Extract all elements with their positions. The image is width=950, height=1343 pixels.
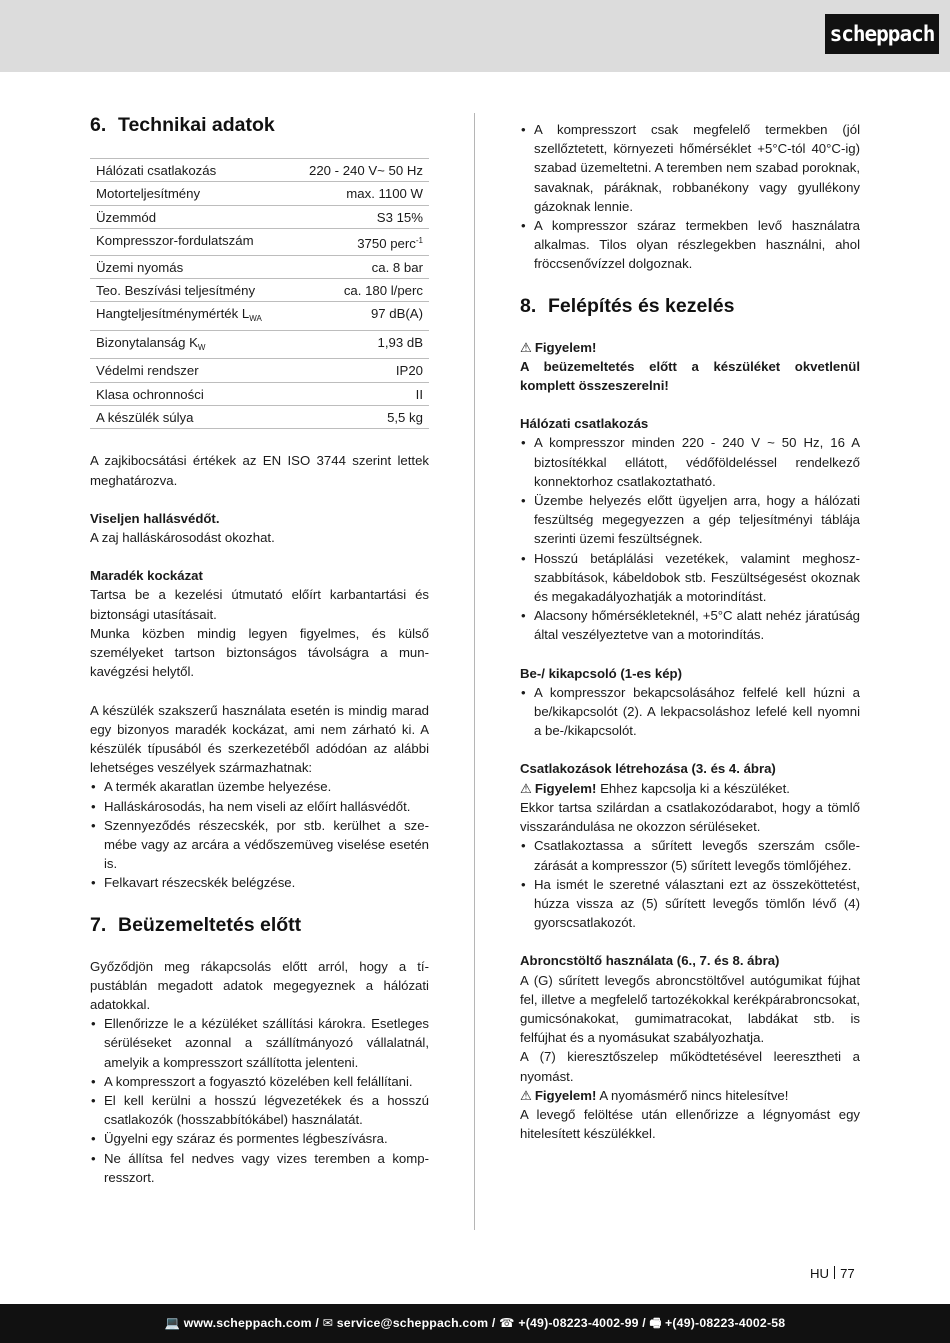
warning-line: ⚠ Figyelem! bbox=[520, 339, 597, 355]
connections-text: Ekkor tartsa szilárdan a csatlakozódarabot, hogy a tömlő visszarándulása ne okozzon sérüléseket. bbox=[520, 799, 860, 835]
section-7-intro: Győződjön meg rákapcsolás előtt arról, hogy a típustáblán megadott adatok megegyeznek a hálózati adatokkal. bbox=[90, 958, 429, 1012]
residual-risk-heading: Maradék kockázat bbox=[90, 568, 203, 584]
list-item: • Hosszú betáplálási vezetékek, valamint meghoszszabbítások, kábeldobok stb. Feszültségesést okoznak és megakadályozhatják a motorindítást. bbox=[520, 549, 860, 607]
connections-warning: ⚠ Figyelem! Ehhez kapcsolja ki a készüléket. bbox=[520, 780, 790, 796]
tyre-inflator-text: A (7) kieresztőszelep működtetésével leeresztheti a nyomást. bbox=[520, 1049, 860, 1084]
spec-value: 3750 perc$^{-1}$ bbox=[288, 229, 429, 255]
page-number: HU 77 bbox=[810, 1266, 855, 1281]
residual-risk-paragraph: A készülék szakszerű használata esetén is mindig marad egy bizonyos maradék kockázat, ami nem zárható ki. A készülék típusából és szerkezetéből adódóan az alábbi lehetséges veszélyek származhatnak: bbox=[90, 702, 429, 776]
switch-list bbox=[520, 683, 860, 741]
scheppach-logo: scheppach bbox=[825, 14, 939, 54]
table-row bbox=[90, 406, 429, 429]
list-item: • El kell kerülni a hosszú légvezetékek és a hosszú csatlakozók (hosszabbítókábel) használatát. bbox=[90, 1091, 429, 1129]
spec-label: Teo. Beszívási teljesítmény bbox=[90, 279, 288, 302]
spec-label: A készülék súlya bbox=[90, 406, 288, 429]
list-item: • Ellenőrizze le a kézüléket szállítási károkra. Esetleges sérüléseket azonnal a szállítmányozó vállalatnál, amelyik a kompresszort szállította jelenteni. bbox=[90, 1014, 429, 1072]
spec-label: Motorteljesítmény bbox=[90, 182, 288, 205]
table-row bbox=[90, 359, 429, 382]
switch-heading: Be-/ kikapcsoló (1-es kép) bbox=[520, 665, 682, 681]
phone-number: +(49)-08223-4002-99 / bbox=[518, 1316, 646, 1330]
table-row bbox=[90, 302, 429, 330]
phone-icon: ☎ bbox=[499, 1316, 515, 1330]
warning-triangle-icon: ⚠ bbox=[520, 1087, 532, 1103]
hearing-protection-text: A zaj halláskárosodást okozhat. bbox=[90, 530, 275, 546]
column-divider bbox=[474, 113, 475, 1230]
list-item: • Szennyeződés részecskék, por stb. kerülhet a szemébe vagy az arcára a védőszemüveg viselése esetén is. bbox=[90, 816, 429, 874]
fax-icon: 🖷 bbox=[649, 1316, 662, 1330]
website-link[interactable]: www.scheppach.com / bbox=[183, 1316, 319, 1330]
tyre-inflator-text: A (G) sűrített levegős abroncstöltővel autógumikat fújhat fel, illetve a megfelelő tartozékokkal kerékpárabroncsokat, gumicsónakokat, gumimatracokat, labdákat stb. is felfújhat és a nyomásukat szabályozhatja. bbox=[520, 972, 860, 1046]
spec-value: max. 1100 W bbox=[288, 182, 429, 205]
mail-icon: ✉ bbox=[322, 1316, 334, 1330]
list-item: • A kompresszor minden 220 - 240 V ~ 50 Hz, 16 A biztosítékkal ellátott, védőföldeléssel rendelkező konnektorhoz csatlakoztatható. bbox=[520, 433, 860, 491]
table-row bbox=[90, 229, 429, 255]
list-item: • A kompresszort csak megfelelő termekben (jól szellőztetett, környezeti hőmérséklet +5°C-tól 40°C-ig) szabad üzemeltetni. A teremben nem szabad poroknak, savaknak, páráknak, robbanékony vagy gyullékony gázoknak lennie. bbox=[520, 120, 860, 216]
fax-number: +(49)-08223-4002-58 bbox=[664, 1316, 786, 1330]
spec-value: 97 dB(A) bbox=[288, 302, 429, 330]
computer-icon: 💻 bbox=[164, 1316, 181, 1330]
right-column bbox=[520, 120, 860, 1143]
spec-label: Üzemi nyomás bbox=[90, 255, 288, 278]
spec-value: S3 15% bbox=[288, 205, 429, 228]
residual-risk-paragraph: Munka közben mindig legyen figyelmes, és külső személyeket tartson biztonságos távolságra a munkavégzési helytől. bbox=[90, 625, 429, 680]
tyre-inflator-heading: Abroncstöltő használata (6., 7. és 8. ábra) bbox=[520, 953, 780, 969]
warning-triangle-icon: ⚠ bbox=[520, 339, 532, 355]
spec-value: 5,5 kg bbox=[288, 406, 429, 429]
section-7-list bbox=[90, 1014, 429, 1187]
spec-label: Üzemmód bbox=[90, 205, 288, 228]
table-row bbox=[90, 159, 429, 182]
spec-label: Bizonytalanság $K_W$ bbox=[90, 330, 288, 358]
list-item: • Üzembe helyezés előtt ügyeljen arra, hogy a hálózati feszültség megegyezzen a gép teljesítményi táblája szerinti üzemi feszültségnek. bbox=[520, 491, 860, 549]
list-item: • A kompresszor száraz termekben levő használatra alkalmas. Tilos olyan részlegekben használni, ahol fröccsenővízzel dolgoznak. bbox=[520, 216, 860, 274]
spec-label: Hangteljesítménymérték $L_{WA}$ bbox=[90, 302, 288, 330]
list-item: • Ne állítsa fel nedves vagy vizes teremben a kompresszort. bbox=[90, 1149, 429, 1187]
spec-label: Védelmi rendszer bbox=[90, 359, 288, 382]
table-row bbox=[90, 205, 429, 228]
header-band bbox=[0, 0, 950, 72]
list-item: • Halláskárosodás, ha nem viseli az előírt hallásvédőt. bbox=[90, 797, 429, 816]
list-item: • Csatlakoztassa a sűrített levegős szerszám csőlezárását a kompresszor (5) sűrített levegős tömlőjéhez. bbox=[520, 836, 860, 874]
technical-data-table bbox=[90, 158, 429, 429]
spec-label: Hálózati csatlakozás bbox=[90, 159, 288, 182]
list-item: • Ha ismét le szeretné választani ezt az összeköttetést, húzza vissza az (5) sűrített levegős tömlőn lévő (4) gyorscsatlakozót. bbox=[520, 875, 860, 933]
noise-note: A zajkibocsátási értékek az EN ISO 3744 szerint lettek meghatározva. bbox=[90, 453, 429, 488]
email-link[interactable]: service@scheppach.com / bbox=[336, 1316, 496, 1330]
spec-value: 220 - 240 V~ 50 Hz bbox=[288, 159, 429, 182]
left-column bbox=[90, 112, 429, 1187]
spec-value: IP20 bbox=[288, 359, 429, 382]
table-row bbox=[90, 182, 429, 205]
warning-triangle-icon: ⚠ bbox=[520, 780, 532, 796]
connections-list bbox=[520, 836, 860, 932]
table-row bbox=[90, 255, 429, 278]
spec-label: Kompresszor-fordulatszám bbox=[90, 229, 288, 255]
residual-risk-paragraph: Tartsa be a kezelési útmutató előírt karbantartási és biztonsági utasításait. bbox=[90, 587, 429, 622]
list-item: • Felkavart részecskék belégzése. bbox=[90, 873, 429, 892]
section-7-heading: 7. Beüzemeltetés előtt bbox=[90, 913, 302, 936]
footer-band bbox=[0, 1304, 950, 1343]
spec-value: 1,93 dB bbox=[288, 330, 429, 358]
list-item: • A kompresszort a fogyasztó közelében kell felállítani. bbox=[90, 1072, 429, 1091]
section-6-heading: 6. Technikai adatok bbox=[90, 114, 275, 136]
spec-value: II bbox=[288, 382, 429, 405]
connections-heading: Csatlakozások létrehozása (3. és 4. ábra) bbox=[520, 761, 776, 777]
list-item: • Alacsony hőmérsékleteknél, +5°C alatt nehéz járatúság által veszélyeztetve van a motorindítás. bbox=[520, 606, 860, 644]
spec-value: ca. 8 bar bbox=[288, 255, 429, 278]
table-row bbox=[90, 279, 429, 302]
list-item: • A termék akaratlan üzembe helyezése. bbox=[90, 777, 429, 796]
section-8-heading: 8. Felépítés és kezelés bbox=[520, 294, 735, 317]
table-row bbox=[90, 382, 429, 405]
mains-connection-list bbox=[520, 433, 860, 644]
spec-value: ca. 180 l/perc bbox=[288, 279, 429, 302]
list-item: • Ügyelni egy száraz és pormentes légbeszívásra. bbox=[90, 1129, 429, 1148]
residual-risk-list bbox=[90, 777, 429, 892]
mains-connection-heading: Hálózati csatlakozás bbox=[520, 416, 649, 432]
tyre-inflator-warning: ⚠ Figyelem! A nyomásmérő nincs hitelesítve! bbox=[520, 1087, 789, 1103]
section-7-list-continued bbox=[520, 120, 860, 274]
tyre-inflator-text: A levegő felöltése után ellenőrizze a légnyomást egy hitelesített készülékkel. bbox=[520, 1106, 860, 1142]
spec-label: Klasa ochronności bbox=[90, 382, 288, 405]
hearing-protection-heading: Viseljen hallásvédőt. bbox=[90, 510, 220, 526]
table-row bbox=[90, 330, 429, 358]
warning-text: A beüzemeltetés előtt a készüléket okvetlenül komplett összeszerelni! bbox=[520, 358, 860, 394]
list-item: • A kompresszor bekapcsolásához felfelé kell húzni a be/kikapcsolót (2). A lekpacsoláshoz lefelé kell nyomni a be-/kikapcsolót. bbox=[520, 683, 860, 741]
